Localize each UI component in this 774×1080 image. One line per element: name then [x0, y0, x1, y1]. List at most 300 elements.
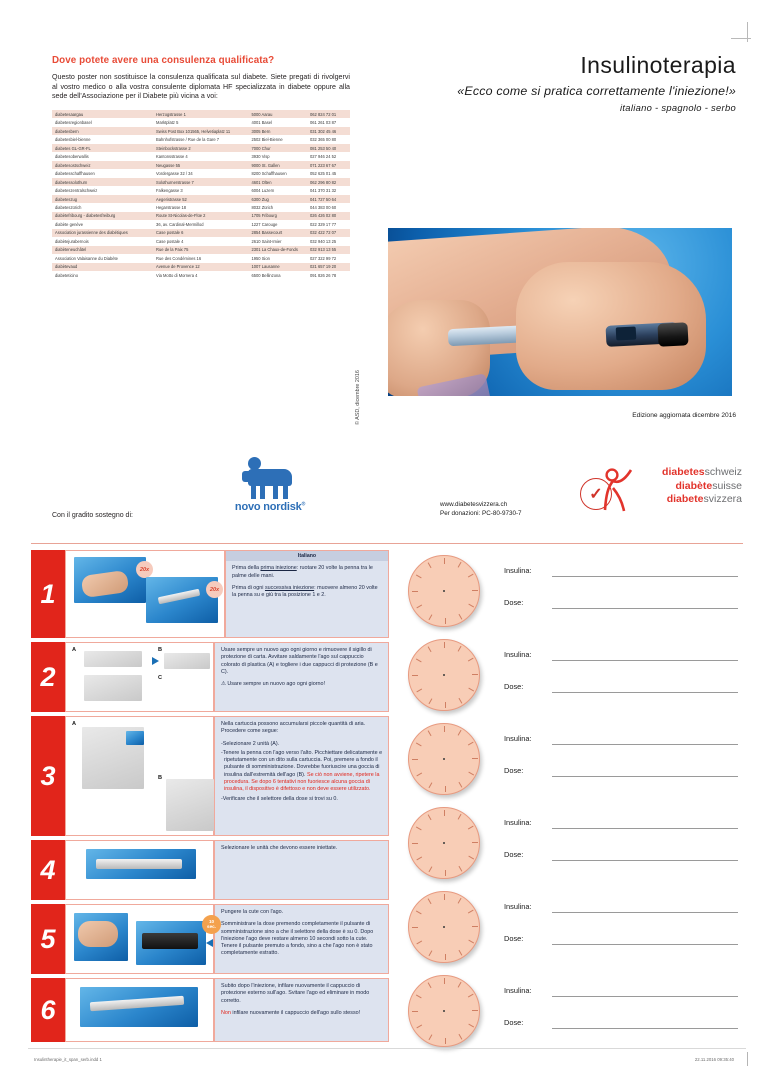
clock-tick — [444, 810, 445, 816]
registered-mark: ® — [301, 501, 306, 508]
step-2-photo-a — [84, 651, 142, 667]
address-cell-street: Steinbockstrasse 2 — [156, 145, 191, 151]
clock-tick — [416, 827, 422, 831]
clock-tick — [472, 590, 478, 591]
clock-tick — [412, 843, 418, 844]
step-2-photo-b — [164, 653, 210, 669]
schedule-row — [400, 888, 744, 972]
address-cell-phone: 041 727 50 64 — [310, 196, 337, 202]
step-6-images — [65, 978, 214, 1042]
badge-10-unit: sec. — [207, 923, 216, 929]
address-cell-street: Via Motto di Mornera 4 — [156, 272, 198, 278]
step-1-paragraph-1: Prima della prima iniezione: ruotare 20 volte la penna tra le palme delle mani. — [232, 565, 373, 579]
address-cell-phone: 032 365 00 80 — [310, 137, 337, 143]
copyright-vertical: © ASD, dicembre 2016 — [355, 370, 361, 425]
badge-10-value: 10 — [208, 918, 215, 924]
bull-icon — [242, 455, 298, 499]
address-cell-city: 2610 Saint-Imier — [251, 238, 282, 244]
step-5 — [31, 904, 389, 974]
schedule-row — [400, 636, 744, 720]
step-1-paragraph-2: Prima di ogni successiva iniezione: muovere almeno 20 volte la penna su e giù tra la posizione 1 e 2. — [232, 584, 378, 599]
clock-tick — [444, 558, 445, 564]
step-1 — [31, 550, 389, 638]
step-5-paragraph-1: Pungere la cute con l'ago. — [221, 909, 284, 915]
zewo-seal-icon: ✓ — [580, 478, 612, 510]
insulin-input-line[interactable] — [552, 996, 738, 997]
address-cell-city: 1950 Sion — [251, 255, 270, 261]
address-cell-phone: 032 422 72 07 — [310, 230, 337, 236]
clock-tick — [444, 726, 445, 732]
edition-note: Edizione aggiornata dicembre 2016 — [632, 412, 736, 419]
address-cell-street: Swiss Post Box 101565, Helvetiaplatz 11 — [156, 128, 231, 134]
clock-tick — [468, 604, 474, 608]
step-5-paragraph-2: Somministrare la dose premendo completamente il pulsante di somministrazione sino a che il selettore della dose è su 0. Dopo l'iniezione l'ago deve restare almeno 10 secondi sotto la cute. Tenere il pulsante premuto a fondo, sino a che l'ago non è stato completamente estratto. — [221, 921, 374, 957]
clock-tick — [459, 866, 463, 872]
address-cell-phone: 061 261 03 87 — [310, 120, 337, 126]
address-cell-phone: 052 625 01 45 — [310, 171, 337, 177]
step-5-arrow — [206, 939, 213, 947]
clock-tick — [416, 659, 422, 663]
page-subtitle: «Ecco come si pratica correttamente l'iniezione!» — [457, 84, 736, 98]
clock-tick — [429, 950, 433, 956]
clock-tick — [429, 866, 433, 872]
consultation-title: Dove potete avere una consulenza qualificata? — [52, 55, 275, 66]
address-cell-street: Solothurnerstrasse 7 — [156, 179, 194, 185]
footer-timestamp: 22.11.2016 09:35:40 — [694, 1057, 734, 1062]
address-cell-org: diabeteszentralschweiz — [55, 188, 98, 194]
clock-tick — [412, 927, 418, 928]
address-cell-street: Falkengasse 3 — [156, 188, 183, 194]
address-cell-org: diabète genève — [55, 221, 83, 227]
clock-tick — [445, 954, 446, 960]
insulin-input-line[interactable] — [552, 576, 738, 577]
step-3 — [31, 716, 389, 836]
step-4-images — [65, 840, 214, 900]
photo-pen-cap — [657, 322, 688, 347]
clock-tick — [416, 689, 422, 693]
address-cell-phone: 021 657 19 20 — [310, 264, 337, 270]
address-cell-org: Association Valaisanne du Diabète — [55, 255, 118, 261]
address-cell-street: Kantonsstrasse 4 — [156, 154, 188, 160]
step-3-bullet-3: -Verificare che il selettore della dose si trovi su 0. — [221, 795, 338, 802]
clock-tick — [416, 857, 422, 861]
address-cell-city: 3930 Visp — [251, 154, 270, 160]
website-url[interactable]: www.diabetesvizzera.ch — [440, 501, 508, 508]
step-3-bullet-1: -Selezionare 2 unità (A). — [221, 740, 280, 747]
footer-crop-bar — [747, 1052, 748, 1066]
instruction-steps — [31, 550, 389, 1046]
step-3-bullet-2: -Tenere la penna con l'ago verso l'alto. Picchiettare delicatamente e ripetutamente con un dito sulla cartuccia. Poi, premere a fondo il pulsante di somministrazione. Dovrebbe fuoriuscire una goccia di insulina dall'estremità dell'ago (B). Se ciò non avviene, ripetere la procedura. Se dopo 6 tentativi non fuoriesce alcuna goccia di insulina, il dispositivo è difettoso e non deve essere utilizzato. — [221, 749, 383, 793]
address-cell-phone: 032 913 13 55 — [310, 247, 337, 253]
clock-tick — [472, 926, 478, 927]
sponsor-label: Con il gradito sostegno di: — [52, 512, 133, 519]
step-2-arrow — [152, 657, 159, 665]
table-row — [52, 254, 350, 262]
insulin-input-line[interactable] — [552, 660, 738, 661]
table-row — [52, 271, 350, 279]
table-row — [52, 212, 350, 220]
address-cell-org: diabetesschaffhausen — [55, 171, 95, 177]
table-row — [52, 144, 350, 152]
clock-tick — [428, 730, 432, 736]
address-cell-city: 8200 Schaffhausen — [251, 171, 287, 177]
schedule-row — [400, 552, 744, 636]
clock-tick — [416, 995, 422, 999]
address-cell-org: diabètejurabernois — [55, 238, 89, 244]
step-1-text-panel — [225, 550, 389, 638]
address-cell-city: 3005 Bern — [251, 128, 271, 134]
clock-tick — [468, 910, 474, 914]
address-cell-city: 6300 Zug — [251, 196, 269, 202]
table-row — [52, 161, 350, 169]
address-cell-city: 4001 Basel — [251, 120, 272, 126]
clock-tick — [428, 562, 432, 568]
logo-bold: diabète — [675, 479, 713, 492]
step-2-images — [65, 642, 214, 712]
step-3-warning-red: Se ciò non avviene, ripetere la procedura. Se dopo 6 tentativi non fuoriesce alcuna goccia di insulina, il dispositivo è difettoso e non deve essere utilizzato. — [224, 771, 380, 793]
address-cell-city: 4601 Olten — [251, 179, 272, 185]
step-5-number: 5 — [31, 904, 65, 974]
step-3-text-panel — [214, 716, 389, 836]
clock-face — [408, 891, 480, 963]
address-cell-city: 6500 Bellinzona — [251, 272, 281, 278]
address-cell-city: 5000 Aarau — [251, 111, 273, 117]
address-cell-org: diabetesregionbasel — [55, 120, 92, 126]
clock-tick — [416, 575, 422, 579]
step-5-text-panel — [214, 904, 389, 974]
logo-line — [644, 480, 742, 494]
dose-label: Dose: — [504, 598, 524, 607]
insulin-input-line[interactable] — [552, 744, 738, 745]
step-2-label-b: B — [158, 647, 163, 653]
language-header: Italiano — [226, 551, 388, 561]
clock-tick — [472, 758, 478, 759]
dose-label: Dose: — [504, 1018, 524, 1027]
address-cell-org: diabeteszürich — [55, 205, 82, 210]
address-cell-street: Avenue de Provence 12 — [156, 264, 200, 270]
clock-tick — [459, 614, 463, 620]
address-cell-street: Case postale 6 — [156, 230, 184, 236]
address-cell-org: diabetesaargau — [55, 111, 84, 117]
step-4 — [31, 840, 389, 900]
step-2-number: 2 — [31, 642, 65, 712]
clock-tick — [468, 658, 474, 662]
step-4-number: 4 — [31, 840, 65, 900]
table-row — [52, 178, 350, 186]
table-row — [52, 195, 350, 203]
clock-face — [408, 807, 480, 879]
address-cell-city: 9000 St. Gallen — [251, 162, 280, 168]
step-6-paragraph-1: Subito dopo l'iniezione, infilare nuovamente il cappuccio di protezione esterno sull'ago. Svitare l'ago ed eliminare in modo corretto. — [221, 983, 370, 1004]
clock-tick — [416, 941, 422, 945]
consultation-text: Questo poster non sostituisce la consulenza qualificata sul diabete. Siete pregati di rivolgervi al vostro medico o alla vostra consulente diplomata HF specializzata in diabete oppure alla sede dell'Associazione per il Diabete più vicina a voi: — [52, 73, 350, 101]
table-row — [52, 229, 350, 237]
clock-tick — [459, 782, 463, 788]
schedule-row — [400, 804, 744, 888]
address-cell-phone: 041 370 31 32 — [310, 188, 337, 194]
step-6-number: 6 — [31, 978, 65, 1042]
dose-input-line[interactable] — [552, 860, 738, 861]
address-cell-street: Rue de la Paix 75 — [156, 247, 189, 253]
address-cell-city: 1007 Lausanne — [251, 264, 280, 270]
footer-filename: Insulintherapie_it_span_serb.indd 1 — [34, 1057, 102, 1062]
table-row — [52, 169, 350, 177]
address-cell-org: diabètefribourg - diabetesfreiburg — [55, 213, 116, 219]
clock-tick — [472, 842, 478, 843]
table-row — [52, 110, 350, 118]
table-row — [52, 118, 350, 126]
clock-center — [443, 590, 446, 593]
logo-light: svizzera — [703, 493, 742, 505]
dose-input-line[interactable] — [552, 692, 738, 693]
clock-tick — [429, 614, 433, 620]
insulin-label: Insulina: — [504, 986, 532, 995]
clock-tick — [416, 1025, 422, 1029]
donations-account: Per donazioni: PC-80-9730-7 — [440, 510, 522, 517]
address-cell-street: Rue des Condémines 16 — [156, 255, 202, 261]
address-cell-org: diabetesostschweiz — [55, 162, 91, 168]
step-4-pen — [96, 859, 182, 869]
photo-pen-dial-window — [616, 326, 637, 340]
address-cell-street: Hegarstrasse 18 — [156, 205, 187, 210]
clock-tick — [428, 898, 432, 904]
address-cell-city: 1227 Carouge — [251, 221, 278, 227]
dose-label: Dose: — [504, 682, 524, 691]
clock-tick — [472, 674, 478, 675]
clock-tick — [416, 911, 422, 915]
step-1-badge-20x-a: 20x — [136, 561, 153, 578]
address-cell-phone: 081 253 50 40 — [310, 145, 337, 151]
address-cell-street: Neugasse 55 — [156, 162, 181, 168]
address-cell-phone: 027 946 24 52 — [310, 154, 337, 160]
dose-input-line[interactable] — [552, 1028, 738, 1029]
crop-mark-top-right-h — [731, 38, 751, 39]
address-cell-phone: 071 223 67 67 — [310, 162, 337, 168]
logo-line — [644, 466, 742, 480]
clock-tick — [429, 698, 433, 704]
step-5-images — [65, 904, 214, 974]
footer-rule — [28, 1048, 746, 1049]
table-row — [52, 246, 350, 254]
step-6-red-lead: Non — [221, 1009, 231, 1016]
clock-tick — [429, 1034, 433, 1040]
clock-tick — [445, 870, 446, 876]
dose-label: Dose: — [504, 934, 524, 943]
step-2-photo-c — [84, 675, 142, 701]
step-1-number: 1 — [31, 550, 65, 638]
clock-tick — [445, 702, 446, 708]
step-3-photo-b — [166, 779, 214, 831]
clock-tick — [468, 856, 474, 860]
clock-tick — [459, 1034, 463, 1040]
clock-face — [408, 555, 480, 627]
address-cell-phone: 044 383 00 60 — [310, 205, 337, 210]
insulin-label: Insulina: — [504, 818, 532, 827]
clock-tick — [429, 782, 433, 788]
clock-tick — [468, 994, 474, 998]
step-5-badge-10sec — [202, 915, 221, 934]
logo-bold: diabetes — [662, 466, 705, 478]
address-cell-street: Herzogstrasse 1 — [156, 111, 186, 117]
clock-tick — [445, 786, 446, 792]
hero-photo-injection — [388, 228, 732, 396]
address-cell-street: Route St-Nicolas-de-Flüe 2 — [156, 213, 206, 219]
step-2-label-c: C — [158, 675, 163, 681]
clock-tick — [468, 1024, 474, 1028]
clock-tick — [468, 940, 474, 944]
address-cell-phone: 026 426 02 80 — [310, 213, 337, 219]
clock-face — [408, 723, 480, 795]
dose-input-line[interactable] — [552, 776, 738, 777]
association-address-table — [52, 110, 350, 280]
insulin-label: Insulina: — [504, 650, 532, 659]
address-cell-org: diabèteneuchâtel — [55, 247, 87, 253]
clock-tick — [412, 759, 418, 760]
step-3-label-a: A — [72, 721, 77, 727]
address-cell-org: Association jurassienne des diabétiques — [55, 230, 128, 236]
clock-tick — [444, 894, 445, 900]
address-cell-street: Vordergasse 32 / 34 — [156, 171, 193, 177]
address-cell-org: diabètevaud — [55, 264, 78, 270]
figure-icon — [600, 468, 640, 512]
address-cell-phone: 062 296 80 82 — [310, 179, 337, 185]
clock-center — [443, 674, 446, 677]
clock-tick — [458, 562, 462, 568]
logo-bold: diabete — [666, 493, 704, 505]
clock-tick — [412, 675, 418, 676]
step-6-text-panel — [214, 978, 389, 1042]
table-row — [52, 152, 350, 160]
clock-tick — [444, 642, 445, 648]
step-2-label-a: A — [72, 647, 77, 653]
address-cell-phone: 032 940 13 25 — [310, 238, 337, 244]
step-5-hand — [78, 921, 118, 947]
step-1-badge-20x-b: 20x — [206, 581, 223, 598]
insulin-label: Insulina: — [504, 902, 532, 911]
step-3-bullets — [221, 741, 383, 803]
schedule-row — [400, 720, 744, 804]
address-cell-street: 36, av. Cardinal-Mermillod — [156, 221, 204, 227]
print-footer — [0, 1048, 774, 1080]
address-cell-phone: 031 302 45 46 — [310, 128, 337, 134]
clock-center — [443, 926, 446, 929]
step-2-warning: ⚠ Usare sempre un nuovo ago ogni giorno! — [221, 681, 326, 688]
dose-input-line[interactable] — [552, 608, 738, 609]
step-2-paragraph-1: Usare sempre un nuovo ago ogni giorno e rimuovere il sigillo di protezione di carta. Avvitare saldamente l'ago sul cappuccio colorato di plastica (A) e togliere i due cappucci di protezione (B e C). — [221, 647, 378, 675]
logo-line — [644, 493, 742, 507]
language-list: italiano - spagnolo - serbo — [620, 102, 736, 113]
logo-light: suisse — [712, 479, 742, 492]
step-6-paragraph-2: Non infilare nuovamente il cappuccio dell'ago sullo stesso! — [221, 1009, 361, 1016]
address-cell-city: 2502 Biel-Bienne — [251, 137, 283, 143]
novo-nordisk-logo — [230, 455, 310, 513]
step-3-inset — [126, 731, 144, 745]
address-cell-city: 8032 Zürich — [251, 205, 274, 210]
crop-mark-top-right — [747, 22, 748, 42]
step-1-images — [65, 550, 225, 638]
table-row — [52, 220, 350, 228]
clock-tick — [472, 1010, 478, 1011]
consultation-block — [52, 55, 350, 279]
clock-center — [443, 758, 446, 761]
clock-tick — [412, 591, 418, 592]
clock-tick — [468, 772, 474, 776]
step-5-pen-dark — [142, 933, 198, 949]
schedule-row — [400, 972, 744, 1056]
address-cell-city: 1705 Fribourg — [251, 213, 277, 219]
insulin-input-line[interactable] — [552, 912, 738, 913]
clock-tick — [468, 574, 474, 578]
step-3-images — [65, 716, 214, 836]
logo-light: schweiz — [704, 466, 742, 478]
clock-face — [408, 975, 480, 1047]
address-cell-phone: 027 322 99 72 — [310, 255, 337, 261]
section-divider — [31, 543, 743, 544]
step-4-text-panel — [214, 840, 389, 900]
address-cell-city: 2301 La Chaux-de-Fonds — [251, 247, 298, 253]
table-row — [52, 203, 350, 211]
clock-tick — [416, 605, 422, 609]
clock-tick — [468, 688, 474, 692]
address-cell-city: 2854 Bassecourt — [251, 230, 283, 236]
address-cell-city: 7000 Chur — [251, 145, 271, 151]
table-row — [52, 263, 350, 271]
step-2 — [31, 642, 389, 712]
insulin-input-line[interactable] — [552, 828, 738, 829]
address-cell-phone: 062 824 72 01 — [310, 111, 337, 117]
clock-tick — [459, 698, 463, 704]
clock-tick — [445, 1038, 446, 1044]
clock-tick — [458, 730, 462, 736]
clock-center — [443, 1010, 446, 1013]
clock-tick — [459, 950, 463, 956]
novo-name: novo nordisk — [234, 501, 302, 513]
address-cell-org: diabetes GL-GR-FL — [55, 145, 91, 151]
clock-tick — [458, 982, 462, 988]
insulin-label: Insulina: — [504, 566, 532, 575]
dose-label: Dose: — [504, 766, 524, 775]
clock-tick — [428, 982, 432, 988]
address-cell-phone: 022 329 17 77 — [310, 221, 337, 227]
clock-face — [408, 639, 480, 711]
address-cell-org: diabetesbiel-bienne — [55, 137, 91, 143]
clock-tick — [444, 978, 445, 984]
step-3-number: 3 — [31, 716, 65, 836]
insulin-schedule — [400, 552, 744, 1056]
step-4-paragraph-1: Selezionare le unità che devono essere iniettate. — [221, 845, 338, 851]
address-cell-city: 6004 Luzern — [251, 188, 275, 194]
table-row — [52, 186, 350, 194]
address-cell-org: diabetessolothurn — [55, 179, 88, 185]
address-cell-street: Case postale 4 — [156, 238, 184, 244]
table-row — [52, 135, 350, 143]
title-block — [406, 52, 736, 113]
clock-center — [443, 842, 446, 845]
clock-tick — [458, 898, 462, 904]
dose-input-line[interactable] — [552, 944, 738, 945]
step-2-text-panel — [214, 642, 389, 712]
clock-tick — [458, 646, 462, 652]
clock-tick — [416, 773, 422, 777]
step-3-label-b: B — [158, 775, 163, 781]
contact-block — [440, 500, 522, 518]
address-cell-org: diabetesbern — [55, 128, 79, 134]
address-cell-street: Bahnhofstrasse / Rue de la Gare 7 — [156, 137, 220, 143]
step-3-intro: Nella cartuccia possono accumularsi piccole quantità di aria. Procedere come segue: — [221, 721, 366, 735]
clock-tick — [416, 743, 422, 747]
clock-tick — [468, 742, 474, 746]
address-cell-phone: 091 826 26 78 — [310, 272, 337, 278]
